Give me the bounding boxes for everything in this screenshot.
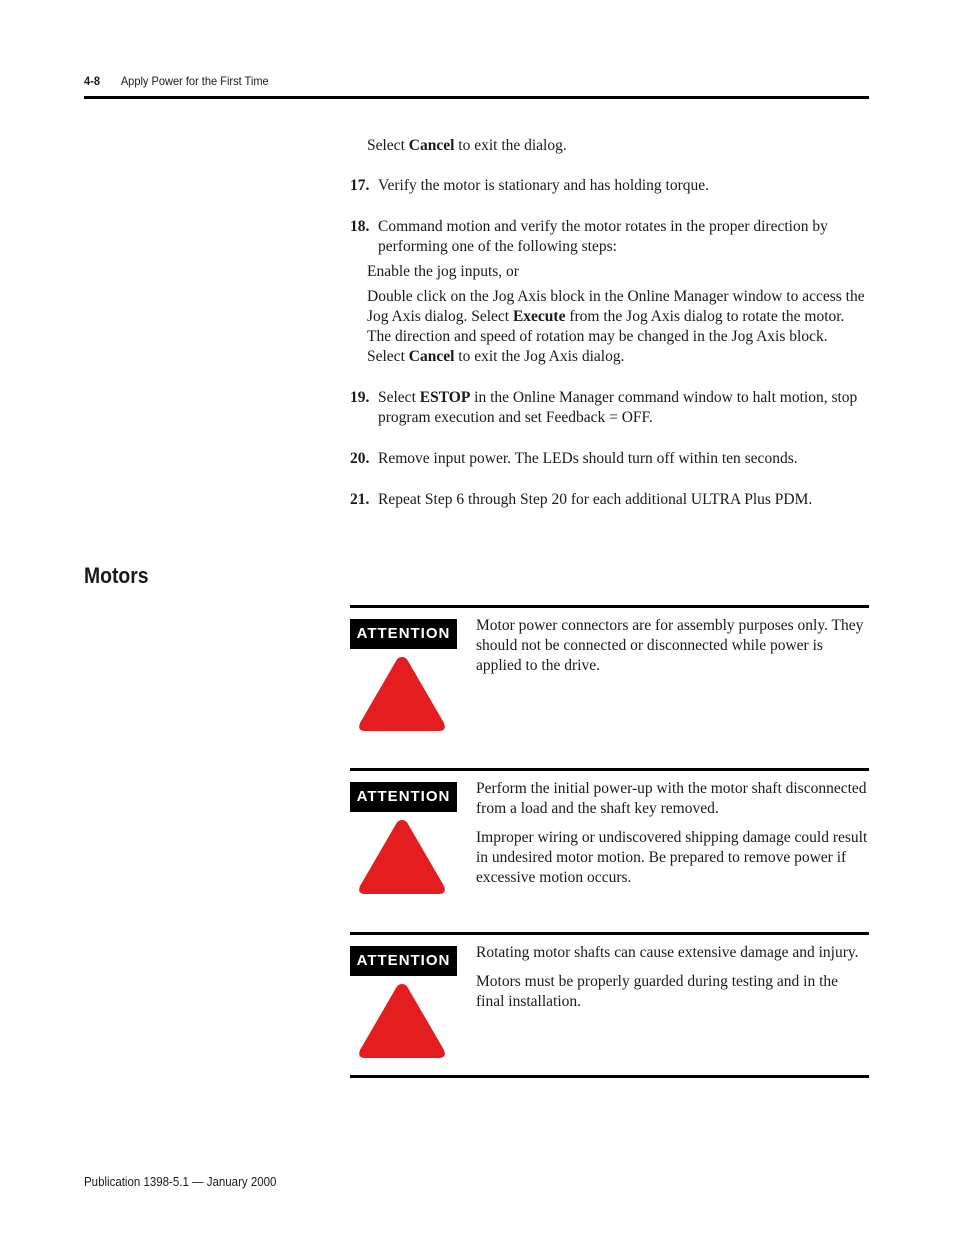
- step-text: Repeat Step 6 through Step 20 for each additional ULTRA Plus PDM.: [378, 491, 813, 508]
- attention-text: [476, 943, 869, 1021]
- attention-text: [476, 779, 869, 897]
- step-number: 19.: [350, 389, 370, 406]
- warning-triangle-icon: [357, 980, 447, 1062]
- box-rule: [350, 932, 869, 935]
- attention-paragraph: Motors must be properly guarded during testing and in the final installation.: [476, 973, 839, 1010]
- step-17: [350, 176, 869, 196]
- step-18: [350, 217, 869, 257]
- attention-text: [476, 616, 869, 685]
- attention-badge: ATTENTION: [350, 946, 457, 976]
- step-number: 17.: [350, 177, 370, 194]
- step-21: [350, 490, 869, 510]
- header-rule: [84, 96, 869, 99]
- attention-paragraph: Improper wiring or undiscovered shipping damage could result in undesired motor motion. Be prepared to remove power if excessive motion occurs.: [476, 829, 868, 886]
- attention-box-2: [350, 768, 869, 928]
- cancel-keyword: Cancel: [408, 137, 455, 154]
- box-rule: [350, 605, 869, 608]
- estop-keyword: ESTOP: [419, 389, 471, 406]
- page-header: [84, 74, 806, 88]
- step-number: 21.: [350, 491, 370, 508]
- execute-keyword: Execute: [512, 308, 566, 325]
- step-text: Verify the motor is stationary and has holding torque.: [378, 177, 710, 194]
- intro-paragraph: Select Cancel to exit the dialog.: [367, 137, 567, 154]
- section-title-motors: Motors: [84, 563, 149, 588]
- warning-triangle-icon: [357, 816, 447, 898]
- step-text: Remove input power. The LEDs should turn off within ten seconds.: [378, 450, 798, 467]
- attention-badge: ATTENTION: [350, 619, 457, 649]
- step-number: 20.: [350, 450, 370, 467]
- step-20: [350, 449, 869, 469]
- attention-bottom-rule: [350, 1075, 869, 1078]
- box-rule: [350, 768, 869, 771]
- attention-box-1: [350, 605, 869, 765]
- attention-paragraph: Motor power connectors are for assembly purposes only. They should not be connected or disconnected while power is applied to the drive.: [476, 617, 864, 674]
- step-18-option-2: Double click on the Jog Axis block in the Online Manager window to access the Jog Axis dialog. Select Execute from the Jog Axis dialog to rotate the motor. The direction and speed of rotation may be changed in the Jog Axis block. Select Cancel to exit the Jog Axis dialog.: [367, 288, 865, 365]
- attention-box-3: [350, 932, 869, 1075]
- step-19: 19. Select ESTOP in the Online Manager command window to halt motion, stop program execution and set Feedback = OFF.: [350, 389, 858, 426]
- warning-triangle-icon: [357, 653, 447, 735]
- page-footer: Publication 1398-5.1 — January 2000: [84, 1175, 277, 1189]
- step-18-option-1: Enable the jog inputs, or: [367, 263, 519, 280]
- step-number: 18.: [350, 218, 370, 235]
- attention-paragraph: Rotating motor shafts can cause extensive damage and injury.: [476, 944, 859, 961]
- attention-paragraph: Perform the initial power-up with the motor shaft disconnected from a load and the shaft key removed.: [476, 780, 867, 817]
- attention-badge: ATTENTION: [350, 782, 457, 812]
- page-number: 4-8: [84, 74, 100, 88]
- cancel-keyword: Cancel: [408, 348, 455, 365]
- chapter-title: Apply Power for the First Time: [120, 74, 269, 88]
- step-text: Command motion and verify the motor rotates in the proper direction by performing one of the following steps:: [378, 218, 828, 255]
